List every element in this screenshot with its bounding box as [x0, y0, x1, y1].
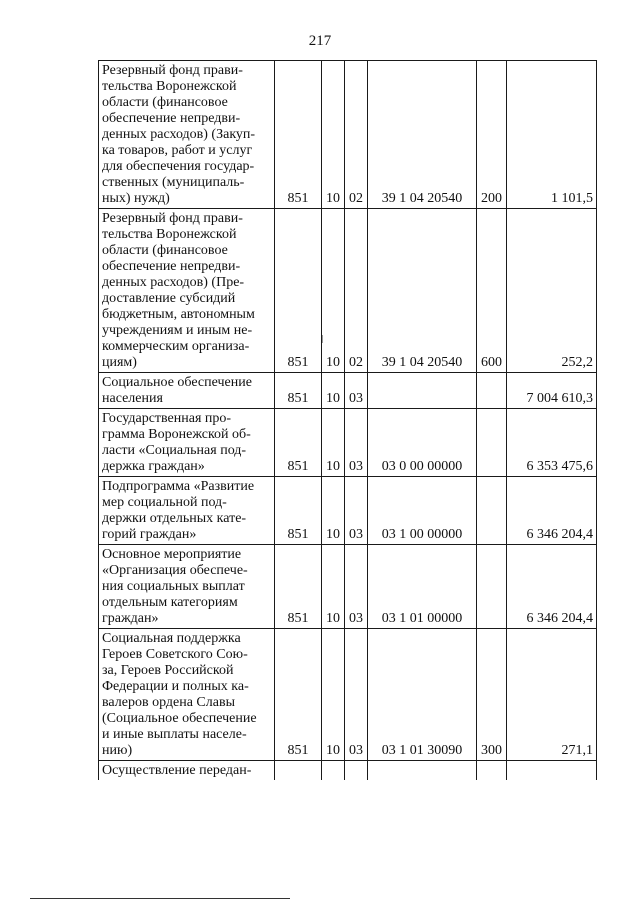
item-name-line: Подпрограмма «Развитие [102, 479, 255, 494]
table-row-continued [99, 761, 597, 781]
table-row [99, 629, 597, 761]
table-row [99, 409, 597, 477]
item-name-line: и иные выплаты населе- [102, 727, 247, 742]
item-name-line: ка товаров, работ и услуг [102, 143, 253, 158]
section-cell: 10 [322, 61, 345, 209]
item-name-line: горий граждан» [102, 527, 197, 542]
amount-cell: 271,1 [507, 629, 597, 761]
subsection-cell: 03 [345, 545, 368, 629]
table-row [99, 209, 597, 373]
item-name-line: денных расходов) (Закуп- [102, 127, 256, 142]
section-cell: 10 [322, 409, 345, 477]
item-name-line: Резервный фонд прави- [102, 63, 243, 78]
expense-type-cell [477, 477, 507, 545]
expense-type-cell [477, 545, 507, 629]
item-name-line: Государственная про- [102, 411, 232, 426]
grbs-cell: 851 [275, 409, 322, 477]
target-article-cell: 03 0 00 00000 [368, 409, 477, 477]
item-name-line: циям) [102, 355, 137, 370]
item-name-line: держки отдельных кате- [102, 511, 247, 526]
item-name-line: ственных (муниципаль- [102, 175, 245, 190]
subsection-cell: 03 [345, 373, 368, 409]
bottom-rule [30, 898, 290, 899]
item-name-line: области (финансовое [102, 243, 228, 258]
margin-mark [322, 335, 323, 343]
item-name-line: доставление субсидий [102, 291, 236, 306]
grbs-cell: 851 [275, 61, 322, 209]
target-article-cell [368, 373, 477, 409]
item-name-cell: Осуществление передан- [99, 761, 275, 781]
target-article-cell: 03 1 01 00000 [368, 545, 477, 629]
item-name-cell [99, 477, 275, 545]
item-name-line: тельства Воронежской [102, 79, 237, 94]
grbs-cell: 851 [275, 545, 322, 629]
item-name-line: населения [102, 391, 163, 406]
amount-cell: 252,2 [507, 209, 597, 373]
item-name-cell [99, 409, 275, 477]
empty-cell [368, 761, 477, 781]
item-name-line: Резервный фонд прави- [102, 211, 243, 226]
subsection-cell: 03 [345, 409, 368, 477]
item-name-line: Основное мероприятие [102, 547, 242, 562]
item-name-line: учреждениям и иным не- [102, 323, 253, 338]
table-row [99, 373, 597, 409]
amount-cell: 6 346 204,4 [507, 545, 597, 629]
target-article-cell: 39 1 04 20540 [368, 61, 477, 209]
section-cell: 10 [322, 629, 345, 761]
item-name-cell [99, 209, 275, 373]
item-name-line: ных) нужд) [102, 191, 170, 206]
item-name-line: ласти «Социальная под- [102, 443, 247, 458]
target-article-cell: 03 1 00 00000 [368, 477, 477, 545]
budget-table [98, 60, 597, 780]
amount-cell: 7 004 610,3 [507, 373, 597, 409]
item-name-line: граждан» [102, 611, 159, 626]
amount-cell: 6 346 204,4 [507, 477, 597, 545]
empty-cell [345, 761, 368, 781]
item-name-line: денных расходов) (Пре- [102, 275, 245, 290]
section-cell: 10 [322, 209, 345, 373]
empty-cell [275, 761, 322, 781]
item-name-cell [99, 629, 275, 761]
item-name-line: обеспечение непредви- [102, 259, 241, 274]
subsection-cell: 02 [345, 61, 368, 209]
item-name-cell [99, 373, 275, 409]
item-name-cell [99, 61, 275, 209]
grbs-cell: 851 [275, 629, 322, 761]
item-name-line: держка граждан» [102, 459, 205, 474]
subsection-cell: 02 [345, 209, 368, 373]
grbs-cell: 851 [275, 373, 322, 409]
target-article-cell: 03 1 01 30090 [368, 629, 477, 761]
empty-cell [477, 761, 507, 781]
item-name-line: Социальная поддержка [102, 631, 241, 646]
item-name-line: мер социальной под- [102, 495, 227, 510]
table-row [99, 61, 597, 209]
page-number: 217 [308, 33, 332, 49]
table-row [99, 545, 597, 629]
item-name-line: отдельным категориям [102, 595, 238, 610]
item-name-line: области (финансовое [102, 95, 228, 110]
section-cell: 10 [322, 373, 345, 409]
table-body [99, 61, 597, 781]
empty-cell [322, 761, 345, 781]
item-name-line: валеров ордена Славы [102, 695, 235, 710]
subsection-cell: 03 [345, 477, 368, 545]
empty-cell [507, 761, 597, 781]
item-name-line: бюджетным, автономным [102, 307, 255, 322]
item-name-line: тельства Воронежской [102, 227, 237, 242]
item-name-line: (Социальное обеспечение [102, 711, 257, 726]
item-name-line: нию) [102, 743, 133, 758]
grbs-cell: 851 [275, 477, 322, 545]
subsection-cell: 03 [345, 629, 368, 761]
item-name-line: Героев Советского Сою- [102, 647, 248, 662]
item-name-line: Федерации и полных ка- [102, 679, 249, 694]
item-name-line: коммерческим организа- [102, 339, 250, 354]
expense-type-cell: 200 [477, 61, 507, 209]
table-row [99, 477, 597, 545]
expense-type-cell: 300 [477, 629, 507, 761]
item-name-line: «Организация обеспече- [102, 563, 248, 578]
expense-type-cell: 600 [477, 209, 507, 373]
item-name-line: за, Героев Российской [102, 663, 234, 678]
expense-type-cell [477, 373, 507, 409]
amount-cell: 6 353 475,6 [507, 409, 597, 477]
item-name-line: грамма Воронежской об- [102, 427, 251, 442]
item-name-line: ния социальных выплат [102, 579, 245, 594]
section-cell: 10 [322, 545, 345, 629]
target-article-cell: 39 1 04 20540 [368, 209, 477, 373]
item-name-line: обеспечение непредви- [102, 111, 241, 126]
item-name-cell [99, 545, 275, 629]
item-name-line: для обеспечения государ- [102, 159, 255, 174]
expense-type-cell [477, 409, 507, 477]
amount-cell: 1 101,5 [507, 61, 597, 209]
section-cell: 10 [322, 477, 345, 545]
grbs-cell: 851 [275, 209, 322, 373]
item-name-line: Социальное обеспечение [102, 375, 252, 390]
